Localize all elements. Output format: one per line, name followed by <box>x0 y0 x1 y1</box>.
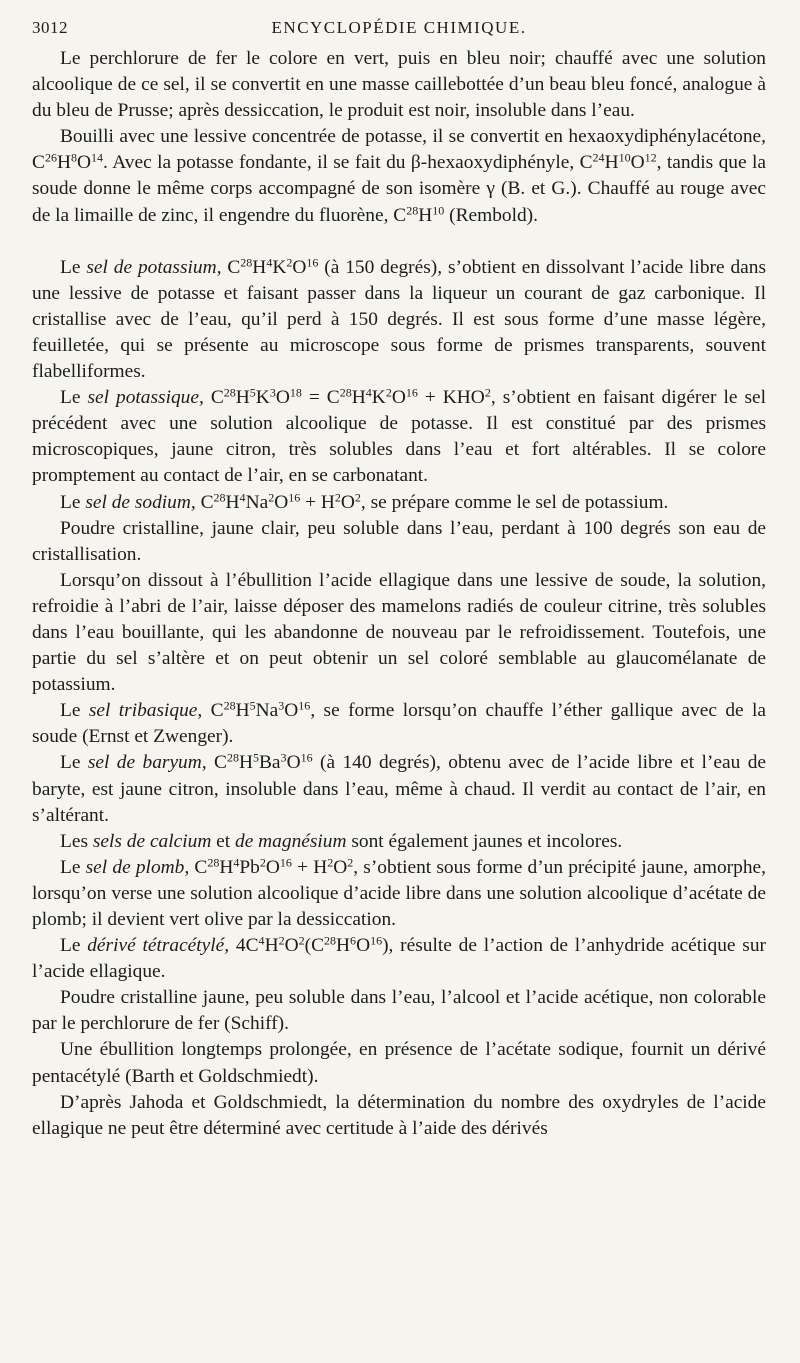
text-run: C <box>203 387 224 409</box>
formula-superscript: 2 <box>347 855 354 870</box>
page-body <box>32 46 766 1142</box>
text-run: Le <box>60 752 88 774</box>
text-run: O <box>274 491 289 513</box>
paragraph-p13 <box>32 985 766 1037</box>
paragraph-p15 <box>32 1090 766 1142</box>
paragraph-p2 <box>32 124 766 228</box>
paragraph-p5 <box>32 490 766 516</box>
formula-superscript: 3 <box>269 385 276 400</box>
page-number: 3012 <box>32 18 68 37</box>
text-run: H <box>252 256 267 278</box>
formula-superscript: 16 <box>405 385 418 400</box>
formula-superscript: 2 <box>268 489 275 504</box>
text-run: (Rembold). <box>444 204 538 226</box>
formula-superscript: 16 <box>370 933 383 948</box>
text-run: + H <box>300 491 335 513</box>
paragraph-p11 <box>32 855 766 933</box>
text-run: + KHO <box>417 387 485 409</box>
text-run: C <box>202 700 224 722</box>
text-run: O <box>391 387 406 409</box>
italic-term: sel tribasique, <box>88 700 203 722</box>
formula-superscript: 4 <box>266 255 273 270</box>
text-run: et <box>211 830 236 852</box>
formula-superscript: 5 <box>249 698 256 713</box>
formula-superscript: 28 <box>324 933 337 948</box>
text-run: Lorsqu’on dissout à l’ébullition l’acide ellagique dans une lessive de soude, la solution, refroidie à l’abri de l’air, laisse déposer des mamelons radiés de couleur citrine, très solubles dans l’eau bouillante, qui les abandonne de nouveau par le refroidissement. Toutefois, une partie du sel s’altère et on peut obtenir un sel coloré semblable au glaucomélanate de potassium. <box>32 569 766 696</box>
formula-superscript: 2 <box>484 385 491 400</box>
paragraph-p8 <box>32 698 766 750</box>
text-run: C <box>189 856 208 878</box>
text-run: H <box>604 152 619 174</box>
paragraph-p7 <box>32 568 766 698</box>
text-run: Le <box>60 491 86 513</box>
text-run: , se forme lorsqu’on chauffe l’éther gallique avec de la soude (Ernst et Zwenger). <box>32 700 767 748</box>
text-run: , s’obtient en faisant digérer le sel précédent avec une solution alcoolique de potasse. Il est constitué par des prismes microscopiques, jaune citron, très solubles dans l’eau et fort altérables. Il se colore promptement au contact de l’air, en se carbonatant. <box>32 387 766 487</box>
formula-superscript: 18 <box>289 385 302 400</box>
formula-superscript: 28 <box>226 750 239 765</box>
text-run: K <box>272 256 287 278</box>
formula-superscript: 2 <box>334 489 341 504</box>
text-run: Na <box>255 700 279 722</box>
text-run: H <box>219 856 234 878</box>
text-run: K <box>255 387 270 409</box>
text-run: O <box>284 700 299 722</box>
italic-term: sel de potassium, <box>86 256 222 278</box>
running-title: ENCYCLOPÉDIE CHIMIQUE. <box>271 18 527 37</box>
text-run: K <box>371 387 386 409</box>
formula-superscript: 2 <box>298 933 305 948</box>
italic-term: sel de sodium, <box>85 491 196 513</box>
italic-term: sel de plomb, <box>85 856 190 878</box>
text-run: Ba <box>259 752 281 774</box>
text-run: O <box>356 935 371 957</box>
formula-superscript: 16 <box>288 489 301 504</box>
formula-superscript: 8 <box>70 150 77 165</box>
formula-superscript: 28 <box>339 385 352 400</box>
text-run: H <box>238 752 253 774</box>
formula-superscript: 4 <box>258 933 265 948</box>
formula-superscript: 4 <box>365 385 372 400</box>
italic-term: sels de calcium <box>92 830 212 852</box>
text-run: sont également jaunes et incolores. <box>346 830 623 852</box>
paragraph-p9 <box>32 750 766 828</box>
text-run: O <box>292 256 307 278</box>
text-run: (C <box>304 935 325 957</box>
paragraph-p1 <box>32 46 766 124</box>
text-run: Le <box>60 256 87 278</box>
text-run: Le <box>60 700 89 722</box>
paragraph-p4 <box>32 385 766 489</box>
text-run: H <box>418 204 433 226</box>
text-run: H <box>235 700 250 722</box>
text-run: O <box>76 152 91 174</box>
text-run: Le <box>60 387 88 409</box>
running-header <box>32 14 766 44</box>
italic-term: dérivé tétracétylé, <box>87 935 230 957</box>
paragraph-p14 <box>32 1037 766 1089</box>
text-run: D’après Jahoda et Goldschmiedt, la détermination du nombre des oxydryles de l’acide ellagique ne peut être déterminé avec certitude à l’aide des dérivés <box>32 1091 766 1139</box>
text-run: , s’obtient sous forme d’un précipité jaune, amorphe, lorsqu’on verse une solution alcoolique d’acide libre dans une solution alcoolique d’acétate de plomb; il devient vert olive par la dessiccation. <box>32 856 766 930</box>
formula-superscript: 10 <box>618 150 631 165</box>
formula-superscript: 12 <box>644 150 657 165</box>
formula-superscript: 16 <box>298 698 311 713</box>
text-run: O <box>286 752 301 774</box>
text-run: (à 150 degrés), s’obtient en dissolvant l’acide libre dans une lessive de potasse et faisant passer dans la liqueur un courant de gaz carbonique. Il cristallise avec de l’eau, qu’il perd à 150 degrés. Il est sous forme d’une masse légère, feuilletée, qui se présente au microscope sous forme de prismes transparents, souvent flabelliformes. <box>32 256 766 383</box>
formula-superscript: 28 <box>207 855 220 870</box>
text-run: O <box>333 856 348 878</box>
formula-superscript: 28 <box>213 489 226 504</box>
italic-term: de magnésium <box>235 830 347 852</box>
formula-superscript: 4 <box>239 489 246 504</box>
text-run: Le perchlorure de fer le colore en vert, puis en bleu noir; chauffé avec une solution alcoolique de ce sel, il se convertit en une masse caillebottée d’un beau bleu foncé, analogue à du bleu de Prusse; après dessiccation, le produit est noir, insoluble dans l’eau. <box>32 48 766 122</box>
formula-superscript: 16 <box>300 750 313 765</box>
text-run: ), résulte de l’action de l’anhydride acétique sur l’acide ellagique. <box>32 935 766 983</box>
formula-superscript: 24 <box>592 150 605 165</box>
text-run: O <box>284 935 299 957</box>
text-run: C <box>221 256 241 278</box>
formula-superscript: 10 <box>432 202 445 217</box>
formula-superscript: 3 <box>280 750 287 765</box>
text-run: = C <box>301 387 340 409</box>
formula-superscript: 28 <box>223 698 236 713</box>
text-run: H <box>56 152 71 174</box>
formula-superscript: 4 <box>233 855 240 870</box>
formula-superscript: 2 <box>327 855 334 870</box>
text-run: Les <box>60 830 93 852</box>
text-run: O <box>340 491 355 513</box>
text-run: + H <box>291 856 328 878</box>
text-run: Une ébullition longtemps prolongée, en présence de l’acétate sodique, fournit un dérivé pentacétylé (Barth et Goldschmiedt). <box>32 1039 766 1087</box>
text-run: . Avec la potasse fondante, il se fait du β-hexaoxydiphényle, C <box>103 152 593 174</box>
paragraph-p10 <box>32 829 766 855</box>
text-run: Bouilli avec une lessive concentrée de potasse, il se convertit en hexaoxydiphénylacétone, C <box>32 126 766 174</box>
text-run: (à 140 degrés), obtenu avec de l’acide libre et l’eau de baryte, est jaune citron, insoluble dans l’eau, même à chaud. Il verdit au contact de l’air, en s’altérant. <box>32 752 766 826</box>
formula-superscript: 16 <box>279 855 292 870</box>
text-run: 4C <box>229 935 259 957</box>
formula-superscript: 5 <box>249 385 256 400</box>
text-run: O <box>275 387 290 409</box>
text-run: Le <box>60 935 88 957</box>
formula-superscript: 28 <box>223 385 236 400</box>
text-run: C <box>206 752 227 774</box>
text-run: Pb <box>239 856 260 878</box>
text-run: H <box>264 935 279 957</box>
formula-superscript: 2 <box>385 385 392 400</box>
text-run: H <box>351 387 366 409</box>
formula-superscript: 2 <box>354 489 361 504</box>
paragraph-p3 <box>32 255 766 385</box>
formula-superscript: 28 <box>406 202 419 217</box>
text-run: H <box>225 491 240 513</box>
formula-superscript: 26 <box>44 150 57 165</box>
text-run: Poudre cristalline jaune, peu soluble dans l’eau, l’alcool et l’acide acétique, non colorable par le perchlorure de fer (Schiff). <box>32 987 766 1035</box>
text-run: Poudre cristalline, jaune clair, peu soluble dans l’eau, perdant à 100 degrés son eau de cristallisation. <box>32 517 766 565</box>
italic-term: sel potassique, <box>87 387 204 409</box>
formula-superscript: 14 <box>91 150 104 165</box>
formula-superscript: 3 <box>278 698 285 713</box>
italic-term: sel de baryum, <box>87 752 207 774</box>
text-run: H <box>336 935 351 957</box>
formula-superscript: 28 <box>240 255 253 270</box>
text-run: O <box>630 152 645 174</box>
formula-superscript: 2 <box>278 933 285 948</box>
text-run: , se prépare comme le sel de potassium. <box>360 491 669 513</box>
formula-superscript: 16 <box>306 255 319 270</box>
formula-superscript: 2 <box>286 255 293 270</box>
text-run: O <box>265 856 280 878</box>
formula-superscript: 6 <box>350 933 357 948</box>
formula-superscript: 2 <box>259 855 266 870</box>
text-run: Le <box>60 856 86 878</box>
text-run: , tandis que la soude donne le même corps accompagné de son isomère γ (B. et G.). Chauffé au rouge avec de la limaille de zinc, il engendre du fluorène, C <box>32 152 767 226</box>
paragraph-p6 <box>32 516 766 568</box>
text-run: C <box>195 491 214 513</box>
paragraph-p12 <box>32 933 766 985</box>
formula-superscript: 5 <box>252 750 259 765</box>
text-run: Na <box>245 491 269 513</box>
text-run: H <box>235 387 250 409</box>
